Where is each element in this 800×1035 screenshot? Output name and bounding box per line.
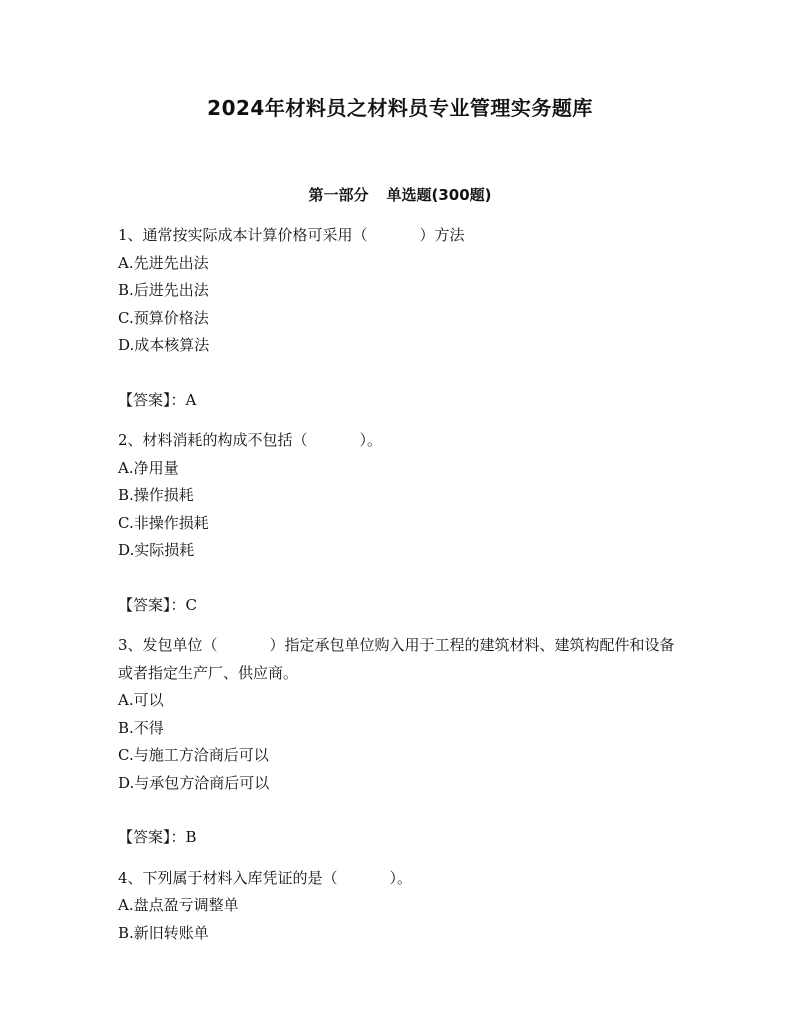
option-b: B.不得 xyxy=(118,718,164,737)
section-heading xyxy=(0,184,800,205)
answer-line xyxy=(118,592,688,620)
question-2 xyxy=(118,427,688,619)
answer-value: B xyxy=(185,828,197,846)
option-b: B.操作损耗 xyxy=(118,486,194,504)
option-d: D.与承包方洽商后可以 xyxy=(118,773,270,792)
section-part: 第一部分 xyxy=(308,186,369,204)
option-a: A.净用量 xyxy=(118,458,179,477)
option-c: C.非操作损耗 xyxy=(118,513,209,532)
question-list xyxy=(118,222,688,947)
option-b: B.后进先出法 xyxy=(118,281,209,299)
option-a: A.可以 xyxy=(118,691,164,709)
question-4 xyxy=(118,865,688,948)
option-d: D.成本核算法 xyxy=(118,336,210,354)
question-stem: 4、下列属于材料入库凭证的是（ ）。 xyxy=(118,868,413,887)
question-stem: 3、发包单位（ ）指定承包单位购入用于工程的建筑材料、建筑构配件和设备或者指定生产厂、供应商。 xyxy=(118,636,675,682)
option-d: D.实际损耗 xyxy=(118,541,195,559)
question-stem: 2、材料消耗的构成不包括（ ）。 xyxy=(118,431,383,449)
question-stem: 1、通常按实际成本计算价格可采用（ ）方法 xyxy=(118,226,465,244)
option-b: B.新旧转账单 xyxy=(118,923,209,942)
answer-value: C xyxy=(185,595,197,614)
answer-label: 【答案】： xyxy=(118,828,186,846)
answer-value: A xyxy=(185,390,197,409)
document-title: 2024年材料员之材料员专业管理实务题库 xyxy=(207,96,593,120)
question-3 xyxy=(118,632,688,852)
section-name: 单选题(300题) xyxy=(386,186,492,204)
option-a: A.先进先出法 xyxy=(118,253,209,272)
answer-line xyxy=(118,387,688,415)
question-1 xyxy=(118,222,688,414)
answer-label: 【答案】： xyxy=(118,390,186,409)
option-c: C.与施工方洽商后可以 xyxy=(118,746,269,764)
option-a: A.盘点盈亏调整单 xyxy=(118,896,239,914)
answer-line xyxy=(118,824,688,852)
option-c: C.预算价格法 xyxy=(118,308,209,327)
answer-label: 【答案】： xyxy=(118,595,186,614)
